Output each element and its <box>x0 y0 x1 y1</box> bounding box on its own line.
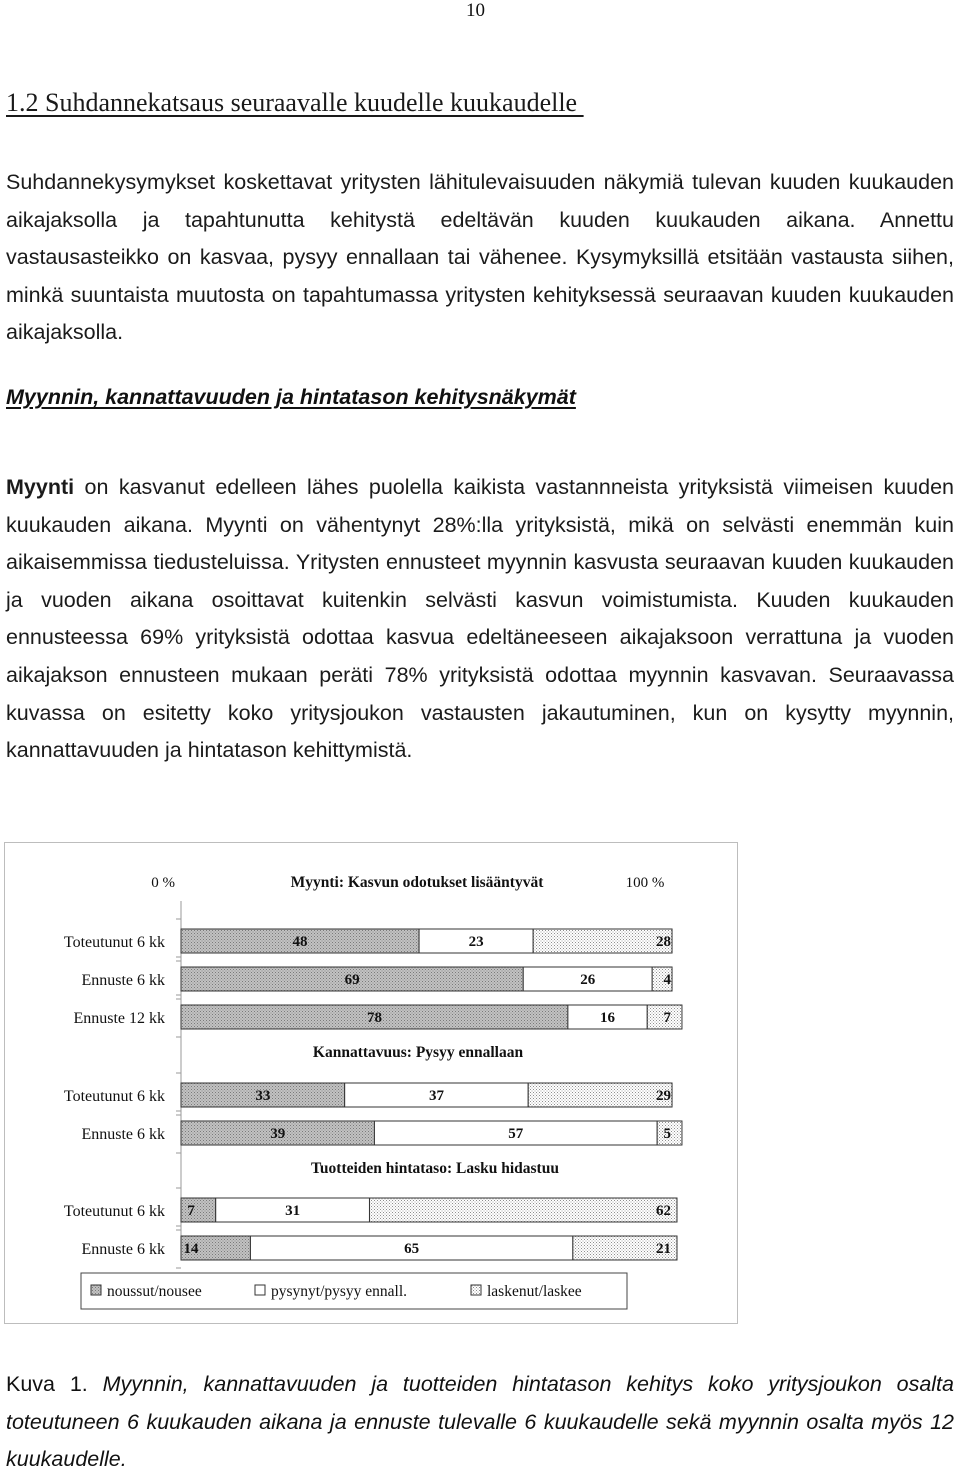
axis-start-label: 0 % <box>151 875 175 891</box>
group-title: Tuotteiden hintataso: Lasku hidastuu <box>311 1160 559 1177</box>
category-label: Ennuste 6 kk <box>81 1126 165 1143</box>
legend-swatch <box>255 1285 265 1295</box>
data-label: 57 <box>508 1126 524 1142</box>
bar-segment <box>528 1083 672 1107</box>
bar-segment <box>369 1198 677 1222</box>
data-label: 26 <box>580 972 596 988</box>
data-label: 39 <box>270 1126 286 1142</box>
legend-label: pysynyt/pysyy ennall. <box>271 1283 408 1300</box>
data-label: 7 <box>187 1203 195 1219</box>
axis-end-label: 100 % <box>625 875 665 891</box>
data-label: 16 <box>600 1010 616 1026</box>
data-label: 29 <box>656 1088 671 1104</box>
body-lead: Myynti <box>6 475 75 499</box>
bar-segment <box>181 1198 216 1222</box>
section-heading: 1.2 Suhdannekatsaus seuraavalle kuudelle kuukaudelle <box>6 88 584 117</box>
data-label: 33 <box>255 1088 271 1104</box>
caption-text: Myynnin, kannattavuuden ja tuotteiden hintatason kehitys koko yritysjoukon osalta toteutuneen 6 kuukauden aikana ja ennuste tulevalle 6 kuukaudelle sekä myynnin osalta myös 12 kuukaudelle. <box>6 1372 954 1471</box>
data-label: 69 <box>344 972 360 988</box>
legend-label: noussut/nousee <box>107 1283 202 1300</box>
group-title: Myynti: Kasvun odotukset lisääntyvät <box>290 874 544 891</box>
body-text: on kasvanut edelleen lähes puolella kaikista vastannneista yrityksistä viimeisen kuuden kuukauden aikana. Myynti on vähentynyt 28%:lla yrityksistä, mikä on selvästi enemmän kuin aikaisemmissa tiedusteluissa. Yritysten ennusteet myynnin kasvusta seuraavan kuuden kuukauden ja vuoden aikana osoittavat kuitenkin selvästi kasvun voimistumista. Kuuden kuukauden ennusteessa 69% yrityksistä odottaa kasvua edeltäneeseen aikajaksoon verrattuna ja vuoden aikajakson ennusteen mukaan peräti 78% yrityksistä odottaa myynnin kasvavan. Seuraavassa kuvassa on esitetty koko yritysjoukon vastausten jakautuminen, kun on kysytty myynnin, kannattavuuden ja hintatason kehittymistä. <box>6 475 954 763</box>
group-title: Kannattavuus: Pysyy ennallaan <box>312 1044 524 1061</box>
subheading: Myynnin, kannattavuuden ja hintatason kehitysnäkymät <box>6 385 576 409</box>
intro-paragraph: Suhdannekysymykset koskettavat yritysten lähitulevaisuuden näkymiä tulevan kuuden kuukauden aikajaksolla ja tapahtunutta kehitystä edeltävän kuuden kuukauden aikana. Annettu vastausasteikko on kasvaa, pysyy ennallaan tai vähenee. Kysymyksillä etsitään vastausta siihen, minkä suuntaista muutosta on tapahtumassa yritysten kehityksessä seuraavan kuuden kuukauden aikajaksolla. <box>6 170 954 345</box>
data-label: 62 <box>656 1203 671 1219</box>
data-label: 5 <box>663 1126 671 1142</box>
data-label: 31 <box>285 1203 301 1219</box>
data-label: 23 <box>468 934 484 950</box>
legend-swatch <box>471 1285 481 1295</box>
legend-swatch <box>91 1285 101 1295</box>
data-label: 78 <box>366 1010 382 1026</box>
data-label: 21 <box>656 1241 671 1257</box>
body-paragraph <box>6 469 954 770</box>
category-label: Ennuste 12 kk <box>73 1010 165 1027</box>
category-label: Toteutunut 6 kk <box>63 1088 165 1105</box>
category-label: Toteutunut 6 kk <box>63 934 165 951</box>
bar-segment <box>533 929 672 953</box>
figure-caption <box>6 1366 954 1479</box>
legend-label: laskenut/laskee <box>487 1283 582 1300</box>
category-label: Ennuste 6 kk <box>81 972 165 989</box>
category-label: Toteutunut 6 kk <box>63 1203 165 1220</box>
page-number: 10 <box>466 0 485 21</box>
chart-frame <box>4 842 738 1324</box>
data-label: 48 <box>292 934 308 950</box>
data-label: 28 <box>656 934 671 950</box>
data-label: 4 <box>663 972 671 988</box>
caption-label: Kuva 1. <box>6 1372 88 1396</box>
category-label: Ennuste 6 kk <box>81 1241 165 1258</box>
data-label: 37 <box>428 1088 444 1104</box>
data-label: 14 <box>183 1241 199 1257</box>
data-label: 65 <box>404 1241 420 1257</box>
data-label: 7 <box>663 1010 671 1026</box>
stacked-bar-chart <box>5 843 737 1323</box>
